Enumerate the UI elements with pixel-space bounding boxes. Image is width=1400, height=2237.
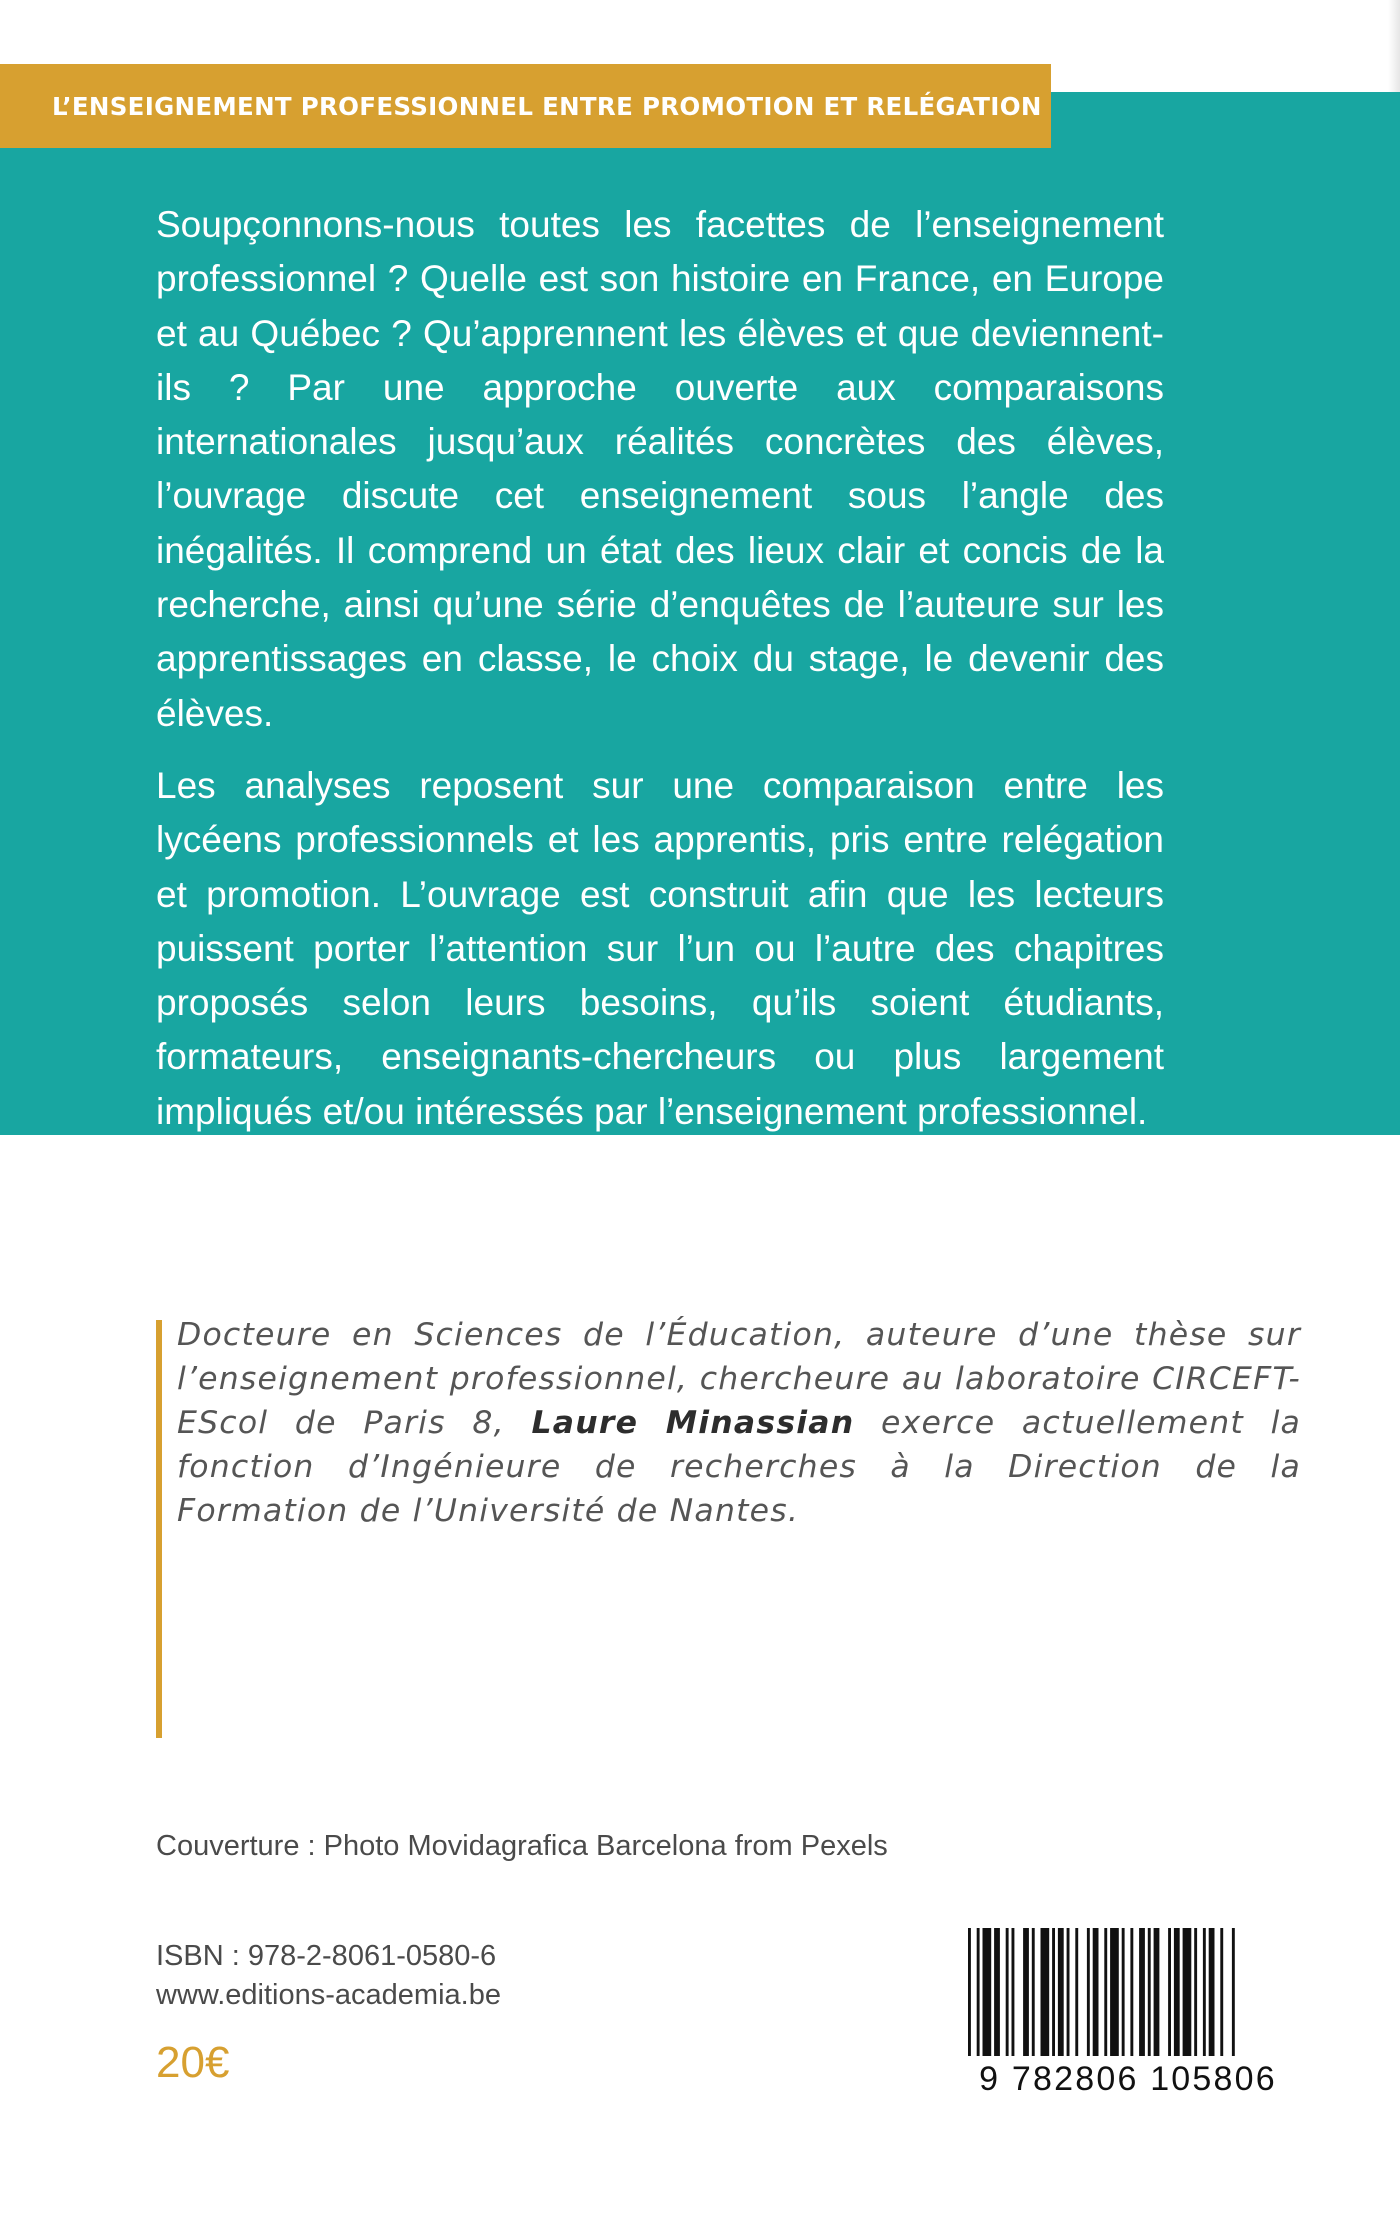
blurb-paragraph-2: Les analyses reposent sur une comparaison entre les lycéens professionnels et les apprentis, pris entre relégation et promotion. L’ouvrage est construit afin que les lecteurs puissent porter l’attention sur l’un ou l’autre des chapitres proposés selon leurs besoins, qu’ils soient étudiants, formateurs, enseignants-chercheurs ou plus largement impliqués et/ou intéressés par l’enseignement professionnel. [156, 764, 1164, 1132]
barcode-bar [1220, 1928, 1223, 2056]
barcode-bar [1093, 1928, 1099, 2056]
barcode-bar [1168, 1928, 1171, 2056]
barcode-bar [1067, 1928, 1070, 2056]
author-bio-rest: exerce actuellement la fonction d’Ingénieure de recherches à la Direction de la Formation de l’Université de Nantes. [177, 1405, 1302, 1529]
barcode-bar [1023, 1928, 1029, 2056]
price: 20€ [156, 2038, 230, 2087]
barcode-bar [1148, 1928, 1151, 2056]
barcode-bar [1104, 1928, 1107, 2056]
isbn: ISBN : 978-2-8061-0580-6 [156, 1940, 497, 1972]
barcode-bar [1209, 1928, 1215, 2056]
barcode-bar [1110, 1928, 1119, 2056]
barcode-bar [1006, 1928, 1009, 2056]
barcode-bar [1075, 1928, 1078, 2056]
barcode-bar [994, 1928, 1000, 2056]
barcode-bar [1032, 1928, 1035, 2056]
barcode-bar [1139, 1928, 1145, 2056]
barcode-digits: 9 782806 105806 [979, 2060, 1277, 2098]
barcode-bar [1087, 1928, 1090, 2056]
barcode-bar [968, 1928, 971, 2056]
publisher-website: www.editions-academia.be [156, 1979, 501, 2011]
barcode-bar [1194, 1928, 1197, 2056]
barcode-bar [1174, 1928, 1180, 2056]
barcode-bar [983, 1928, 992, 2056]
barcode-bar [1130, 1928, 1133, 2056]
barcode-bar [1122, 1928, 1125, 2056]
barcode-bar [1058, 1928, 1064, 2056]
barcode-bar [977, 1928, 980, 2056]
book-title: L’ENSEIGNEMENT PROFESSIONNEL ENTRE PROMOTION ET RELÉGATION [52, 91, 1042, 121]
header-band [0, 64, 1051, 148]
author-bio [177, 1313, 1301, 1533]
author-name: Laure Minassian [531, 1405, 855, 1441]
barcode-bar [1041, 1928, 1050, 2056]
page-edge-shadow [1388, 0, 1400, 92]
barcode-bar [1012, 1928, 1015, 2056]
barcode-bar [1154, 1928, 1160, 2056]
blurb-paragraph-1: Soupçonnons-nous toutes les facettes de l’enseignement professionnel ? Quelle est son histoire en France, en Europe et au Québec ? Qu’apprennent les élèves et que deviennent-ils ? Par une approche ouverte aux comparaisons internationales jusqu’aux réalités concrètes des élèves, l’ouvrage discute cet enseignement sous l’angle des inégalités. Il comprend un état des lieux clair et concis de la recherche, ainsi qu’une série d’enquêtes de l’auteure sur les apprentissages en classe, le choix du stage, le devenir des élèves. [156, 204, 1164, 734]
cover-credit: Couverture : Photo Movidagrafica Barcelona from Pexels [156, 1830, 888, 1862]
back-cover-blurb [156, 198, 1164, 1139]
author-accent-bar [156, 1320, 162, 1738]
author-bio-intro: Docteure en Sciences de l’Éducation, auteure d’une thèse sur l’enseignement professionnel, chercheure au laboratoire CIRCEFT-EScol de Paris 8, [177, 1317, 1301, 1441]
barcode [960, 1928, 1296, 2110]
barcode-bar [1052, 1928, 1055, 2056]
barcode-bar [1232, 1928, 1235, 2056]
barcode-bar [1183, 1928, 1192, 2056]
barcode-bar [1203, 1928, 1206, 2056]
